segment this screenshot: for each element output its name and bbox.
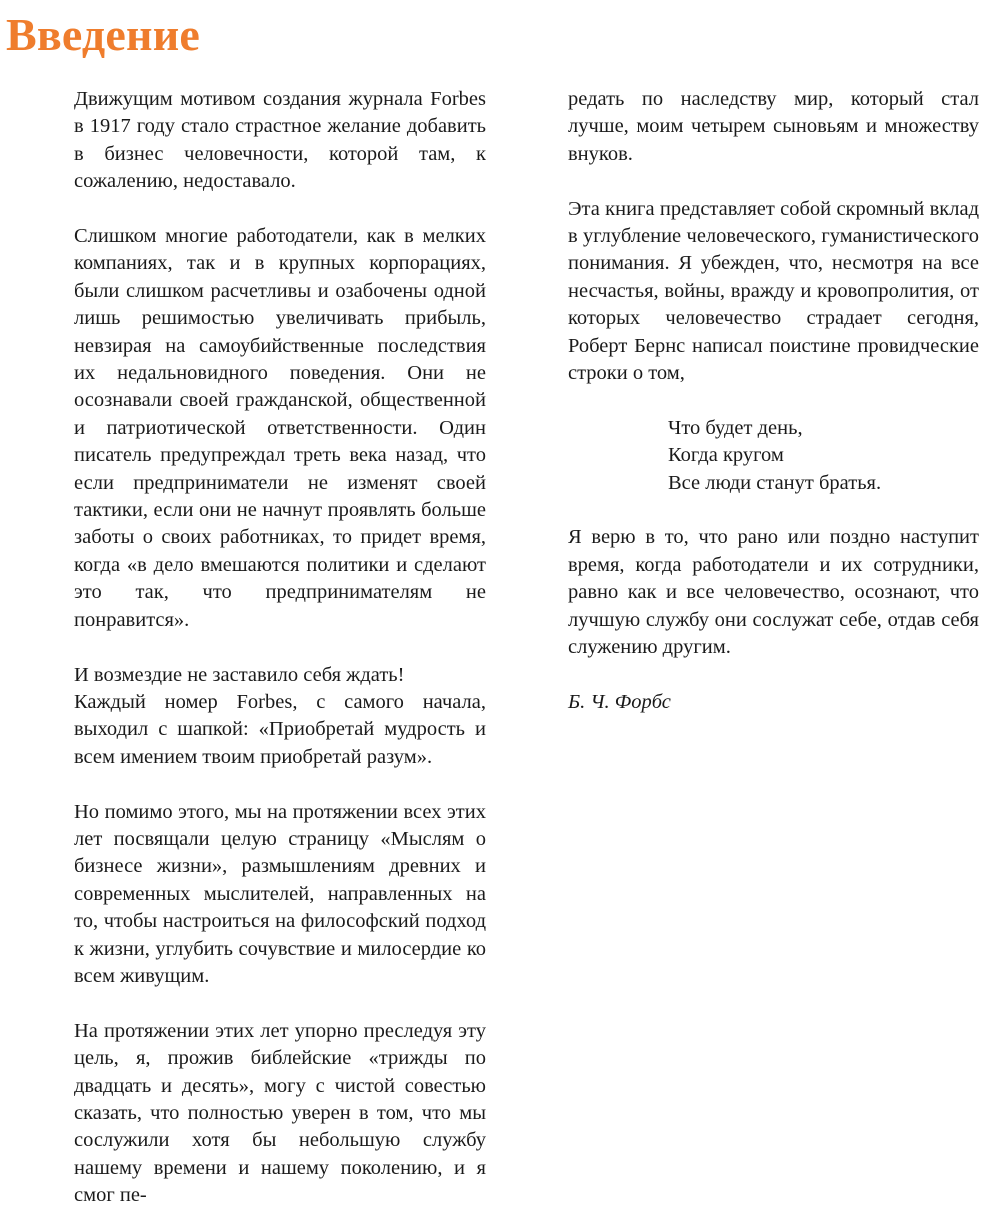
poem-line: Когда кругом — [668, 444, 784, 467]
right-column — [568, 86, 979, 744]
poem-line: Все люди станут братья. — [668, 471, 882, 494]
poem-line: Что будет день, — [668, 416, 803, 439]
page-title: Введение — [6, 9, 201, 60]
paragraph-lifetime-service: На протяжении этих лет упорно преследуя эту цель, я, прожив библейские «трижды по двадцать и десять», могу с чистой совестью сказать, что полностью уверен в том, что мы сослужили хотя бы небольшую службу нашему времени и нашему поколению, и я смог пе- — [74, 1019, 486, 1207]
paragraph-book-contribution: Эта книга представляет собой скромный вклад в углубление человеческого, гуманистического понимания. Я убежден, что, несмотря на все несчастья, войны, вражду и кровопролития, от которых человечество страдает сегодня, Роберт Бернс написал поистине провидческие строки о том, — [568, 197, 979, 385]
paragraph-forbes-motive: Движущим мотивом создания журнала Forbes в 1917 году стало страстное желание добавить в бизнес человечности, которой там, к сожалению, недоставало. — [74, 88, 486, 193]
paragraph-employers: Слишком многие работодатели, как в мелких компаниях, так и в крупных корпорациях, были слишком расчетливы и озабочены одной лишь решимостью увеличивать прибыль, невзирая на самоубийственные последствия их недальновидного поведения. Они не осознавали своей гражданской, общественной и патриотической ответственности. Один писатель предупреждал треть века назад, что если предприниматели не изменят своей тактики, если они не начнут проявлять больше заботы о своих работниках, то придет время, когда «в дело вмешаются политики и сделают это так, что предпринимателям не понравится». — [74, 225, 486, 631]
left-column — [74, 86, 486, 1210]
paragraph-continuation: редать по наследству мир, который стал лучше, моим четырем сыновьям и множеству внуков. — [568, 88, 979, 165]
author-signature: Б. Ч. Форбс — [568, 690, 671, 713]
paragraph-closing: Я верю в то, что рано или поздно наступит время, когда работодатели и их сотрудники, равно как и все человечество, осознают, что лучшую службу они сослужат себе, отдав себя служению другим. — [568, 526, 979, 659]
poem-quote — [668, 415, 979, 497]
paragraph-retribution: И возмездие не заставило себя ждать! — [74, 663, 405, 686]
paragraph-thoughts-page: Но помимо этого, мы на протяжении всех этих лет посвящали целую страницу «Мыслям о бизнесе жизни», размышлениям древних и современных мыслителей, направленных на то, чтобы настроиться на философский подход к жизни, углубить сочувствие и милосердие ко всем живущим. — [74, 800, 486, 987]
paragraph-forbes-motto: Каждый номер Forbes, с самого начала, выходил с шапкой: «Приобретай мудрость и всем имением твоим приобретай разум». — [74, 690, 486, 768]
